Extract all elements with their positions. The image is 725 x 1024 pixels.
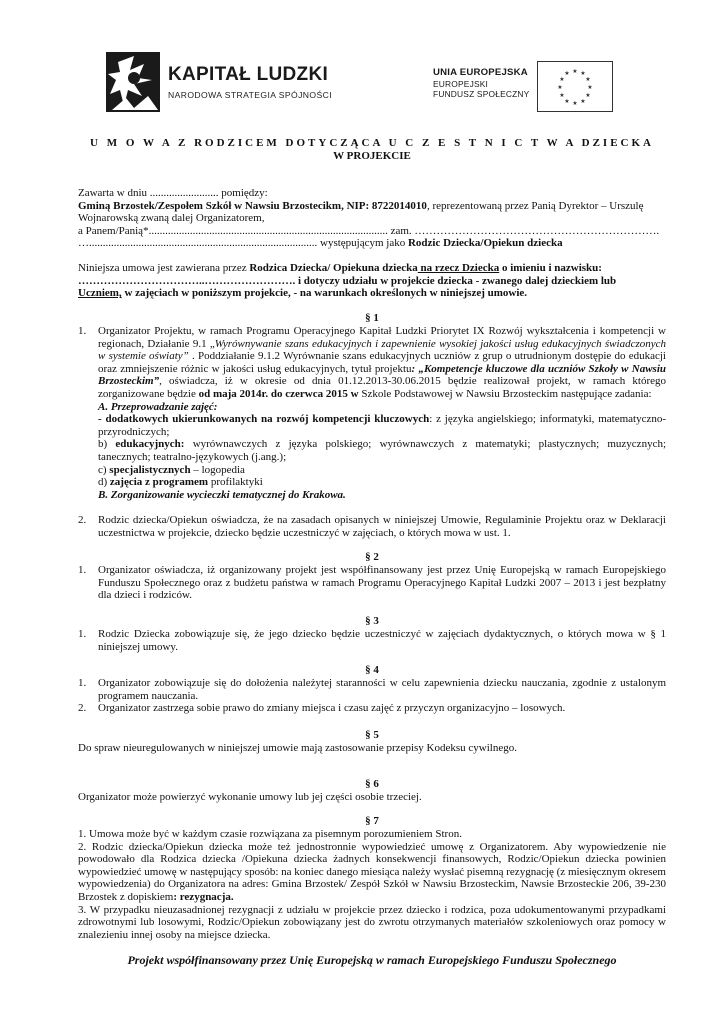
kapital-ludzki-emblem-icon [104,50,162,114]
item-number: 1. [78,628,87,640]
kapital-ludzki-logo [104,50,344,114]
section-2-heading: § 2 [365,551,379,563]
task-d-bold: zajęcia z programem [109,476,209,489]
section-2-body [78,564,666,602]
s1-text-b: Wyrównywanie szans edukacyjnych i zapewnienie wysokiej jakości usług edukacyjnych świadczonych w systemie oświaty” [98,337,667,363]
task-b-bold: edukacyjnych: [115,438,185,451]
s4-text-1: Organizator zobowiązuje się do dołożenia należytej staranności w celu zapewnienia dziecku nauczania, zgodnie z ustalonym programem nauczania. [98,677,666,702]
s7-point-1: 1. Umowa może być w każdym czasie rozwiązana za pisemnym porozumieniem Stron. [78,828,462,840]
section-4-body [78,677,666,715]
task-d-prefix: d) [98,476,110,489]
logo-subtitle: NARODOWA STRATEGIA SPÓJNOŚCI [168,90,332,100]
document-title: U M O W A Z RODZICEM DOTYCZĄCA U C Z E S T N I C T W A DZIECKA [90,137,654,149]
svg-text:★: ★ [585,76,591,83]
s1-dates: od maja 2014r. do czerwca 2015 w [198,387,359,400]
task-a-rest: : z języka angielskiego; informatyki, matematyczno-przyrodniczych; [98,413,667,438]
task-b-heading: B. Zorganizowanie wycieczki tematycznej do Krakowa. [98,488,346,501]
footer-note: Projekt współfinansowany przez Unię Europejską w ramach Europejskiego Funduszu Społecznego [127,953,617,967]
item-number: 1. [78,564,87,576]
s1-item-2-text: Rodzic dziecka/Opiekun oświadcza, że na zasadach opisanych w niniejszej Umowie, Regulaminie Projektu oraz w Deklaracji uczestnictwa w projekcie, dziecko będzie uczestniczyć w zajęciach, o których mowa w ust. 1. [98,514,666,539]
section-3-heading: § 3 [365,615,379,627]
section-3-body [78,628,666,653]
agreement-text-a: Niniejsza umowa jest zawierana przez [78,262,250,274]
eu-logo-text [433,68,529,100]
section-7-heading: § 7 [365,815,379,827]
organizer-rep: , reprezentowaną przez Panią Dyrektor – Urszulę [426,199,644,212]
logo-title: KAPITAŁ LUDZKI [168,64,329,85]
task-a-heading: A. Przeprowadzanie zajęć: [98,400,218,413]
item-number: 1. [78,325,87,337]
svg-text:★: ★ [557,84,563,91]
task-d-rest: profilaktyki [208,476,263,489]
s1-text-a: Organizator Projektu, w ramach Programu Operacyjnego Kapitał Ludzki Priorytet IX Rozwój wykształcenia i kompetencji w regionach, Działanie 9.1 „ [98,325,666,350]
item-number: 2. [78,702,87,715]
s3-text: Rodzic Dziecka zobowiązuje się, że jego dziecko będzie uczestniczyć w zajęciach dydaktycznych, o których mowa w § 1 niniejszej umowy. [98,628,666,653]
child-name-field: ……………………………..……………………. i dotyczy udziału w projekcie dziecka - zwanego dalej dzieckiem lub [78,274,617,287]
svg-text:★: ★ [564,70,570,77]
svg-text:★: ★ [580,98,586,105]
task-c-rest: – logopedia [190,463,245,476]
task-a-bold: - dodatkowych ukierunkowanych na rozwój kompetencji kluczowych [98,413,430,426]
section-4-heading: § 4 [365,664,379,676]
intro-line-3: Wojnarowską zwaną dalej Organizatorem, [78,212,265,225]
svg-text:★: ★ [572,100,578,107]
svg-text:★: ★ [559,92,565,99]
svg-text:★: ★ [585,92,591,99]
section-5-heading: § 5 [365,729,379,741]
agreement-text-b: Rodzica Dziecka/ Opiekuna dziecka [249,262,418,274]
s1-text-g: Szkole Podstawowej w Nawsiu Brzosteckim następujące zadania: [358,387,652,400]
svg-text:★: ★ [572,68,578,75]
document-subtitle: W PROJEKCIE [333,150,411,162]
section-1-body [78,325,666,501]
task-b-rest: wyrównawczych z języka polskiego; wyrównawczych z matematyki; plastycznych; muzycznych; tanecznych; teatralno-językowych (j.ang.); [98,438,667,463]
section-6-body: Organizator może powierzyć wykonanie umowy lub jej części osobie trzeciej. [78,791,422,803]
s7-point-2: 2. Rodzic dziecka/Opiekun dziecka może też jednostronnie wypowiedzieć umowę z Organizatorem. Aby wypowiedzenie nie powodowało dla Rodzica dziecka /Opiekuna dziecka żadnych konsekwencji finansowych, Rodzic/Opiekun dziecka powinien wypowiedzieć umowę w następujący sposób: na koniec danego miesiąca należy wysłać pisemną rezygnację (z miesięcznym okresem wypowiedzenia) do Organizatora na adres: Gmina Brzostek/ Zespół Szkół w Nawsiu Brzosteckim, Nawsie Brzosteckie 206, 39-230 Brzostek z dopiskiem [78,840,666,903]
s1-text-e: , oświadcza, iż w okresie od dnia 01.12.2013-30.06.2015 będzie realizował projekt, w ramach którego zorganizowane będzie [98,375,666,400]
s4-text-2: Organizator zastrzega sobie prawo do zmiany miejsca i czasu zajęć z przyczyn organizacyjno – losowych. [98,702,566,715]
section-6-heading: § 6 [365,778,379,790]
uczen-label: Uczniem, [78,287,122,300]
s2-text: Organizator oświadcza, iż organizowany projekt jest współfinansowany jest przez Unię Europejską w ramach Europejskiego Funduszu Społecznego oraz z budżetu państwa w ramach Programu Operacyjnego Kapitał Ludzki 2007 – 2013 i jest bezpłatny dla dzieci i rodziców. [98,564,666,602]
svg-text:★: ★ [564,98,570,105]
role-label: Rodzic Dziecka/Opiekun dziecka [407,237,563,250]
resignation-keyword: : rezygnacja. [173,890,234,903]
section-1-heading: § 1 [365,312,379,324]
task-c-bold: specjalistycznych [109,463,191,476]
parent-address-field: …................................................................................... [78,237,318,250]
svg-text:★: ★ [559,76,565,83]
section-1-item-2 [78,514,666,539]
agreement-paragraph [78,262,666,300]
s7-point-3: 3. W przypadku nieuzasadnionej rezygnacji z udziału w projekcie przez dziecko i rodzica, poza udokumentowanymi przypadkami zdrowotnymi lub losowymi, Rodzic/Opiekun zobowiązany jest do zwrotu otrzymanych materiałów szkoleniowych oraz pomocy w znalezieniu innej osoby na miejsce dziecka. [78,903,666,941]
task-b-prefix: b) [98,438,116,451]
task-c-prefix: c) [98,463,110,476]
agreement-text-e: w zajęciach w poniższym projekcie, - na warunkach określonych w niniejszej umowie. [121,287,528,300]
item-number: 2. [78,514,87,526]
s1-text-c: . Poddziałanie 9.1.2 Wyrównanie szans edukacyjnych uczniów z grup o utrudnionym dostępie do edukacji oraz zmniejszenie różnic w jakości usług edukacyjnych, tytuł projektu [98,350,666,375]
svg-text:★: ★ [587,84,593,91]
agreement-text-d: o imieniu i nazwisku: [499,262,602,274]
organizer-name: Gminą Brzostek/Zespołem Szkół w Nawsiu Brzostecikm, NIP: 8722014010 [78,199,427,212]
section-5-body: Do spraw nieuregulowanych w niniejszej umowie mają zastosowanie przepisy Kodeksu cywilnego. [78,742,517,754]
intro-block [78,187,666,250]
section-7-body [78,828,666,941]
project-title: : „Kompetencje kluczowe dla uczniów Szkoły w Nawsiu Brzosteckim” [98,362,666,388]
eu-line-1: UNIA EUROPEJSKA [433,67,528,78]
item-number: 1. [78,677,87,689]
eu-flag-icon [537,61,613,112]
svg-text:★: ★ [580,70,586,77]
agreement-text-c: na rzecz Dziecka [417,262,500,274]
eu-line-3: FUNDUSZ SPOŁECZNY [433,89,530,99]
intro-line-1: Zawarta w dniu ......................... pomiędzy: [78,187,268,199]
parent-name-field: a Panem/Panią*....................................................................................... zam. …………………………………………………………. [78,224,660,237]
role-text: występującym jako [317,237,408,250]
eu-line-2: EUROPEJSKI [433,78,489,89]
